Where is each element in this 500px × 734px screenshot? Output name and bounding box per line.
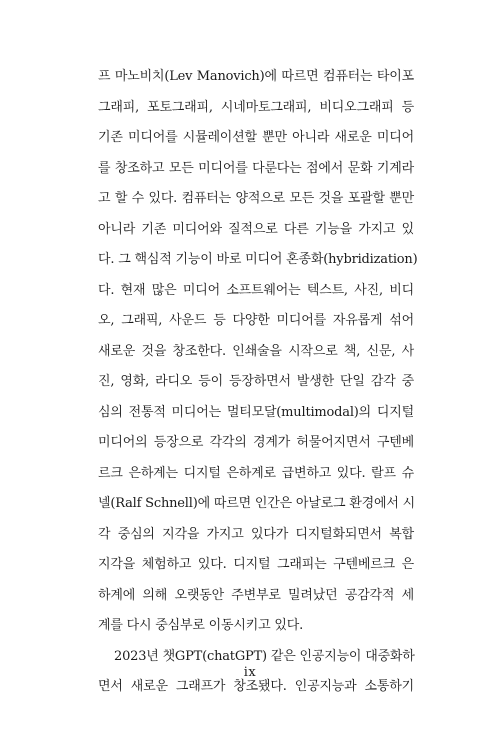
text-line: 지각을 체험하고 있다. 디지털 그래피는 구텐베르크 은 xyxy=(98,557,414,572)
text-line: 각 중심의 지각을 가지고 있다가 디지털화되면서 복합 xyxy=(98,526,414,542)
text-line: 미디어의 등장으로 각각의 경계가 허물어지면서 구텐베 xyxy=(98,435,414,450)
page-number: ix xyxy=(243,665,257,680)
text-line: 오, 그래픽, 사운드 등 다양한 미디어를 자유롭게 섞어 xyxy=(98,313,414,328)
text-line: 프 마노비치(Lev Manovich)에 따르면 컴퓨터는 타이포 xyxy=(98,69,414,84)
text-line: 그래피, 포토그래피, 시네마토그래피, 비디오그래피 등 xyxy=(98,99,414,115)
body-text xyxy=(98,62,418,703)
text-line: 새로운 것을 창조한다. 인쇄술을 시작으로 책, 신문, 사 xyxy=(98,343,414,359)
text-line: 2023년 챗GPT(chatGPT) 같은 인공지능이 대중화하 xyxy=(114,648,415,664)
paragraph-1 xyxy=(98,62,418,642)
text-line: 면서 새로운 그래프가 창조됐다. 인공지능과 소통하기 xyxy=(98,679,414,694)
text-line: 심의 전통적 미디어는 멀티모달(multimodal)의 디지털 xyxy=(98,404,414,420)
text-line: 고 할 수 있다. 컴퓨터는 양적으로 모든 것을 포괄할 뿐만 xyxy=(98,191,414,206)
text-line: 넬(Ralf Schnell)에 따르면 인간은 아날로그 환경에서 시 xyxy=(98,496,415,511)
text-line: 아니라 기존 미디어와 질적으로 다른 기능을 가지고 있 xyxy=(98,221,414,237)
text-line: 하계에 의해 오랫동안 주변부로 밀려났던 공감각적 세 xyxy=(98,587,414,603)
text-line: 다. 그 핵심적 기능이 바로 미디어 혼종화(hybridization) xyxy=(98,252,418,267)
text-line: 를 창조하고 모든 미디어를 다룬다는 점에서 문화 기계라 xyxy=(98,160,414,176)
text-line: 기존 미디어를 시뮬레이션할 뿐만 아니라 새로운 미디어 xyxy=(98,130,414,145)
text-line: 르크 은하계는 디지털 은하계로 급변하고 있다. 랄프 슈 xyxy=(98,465,414,481)
text-line: 계를 다시 중심부로 이동시키고 있다. xyxy=(98,618,304,633)
text-line: 진, 영화, 라디오 등이 등장하면서 발생한 단일 감각 중 xyxy=(98,374,414,389)
text-line: 다. 현재 많은 미디어 소프트웨어는 텍스트, 사진, 비디 xyxy=(98,282,414,298)
